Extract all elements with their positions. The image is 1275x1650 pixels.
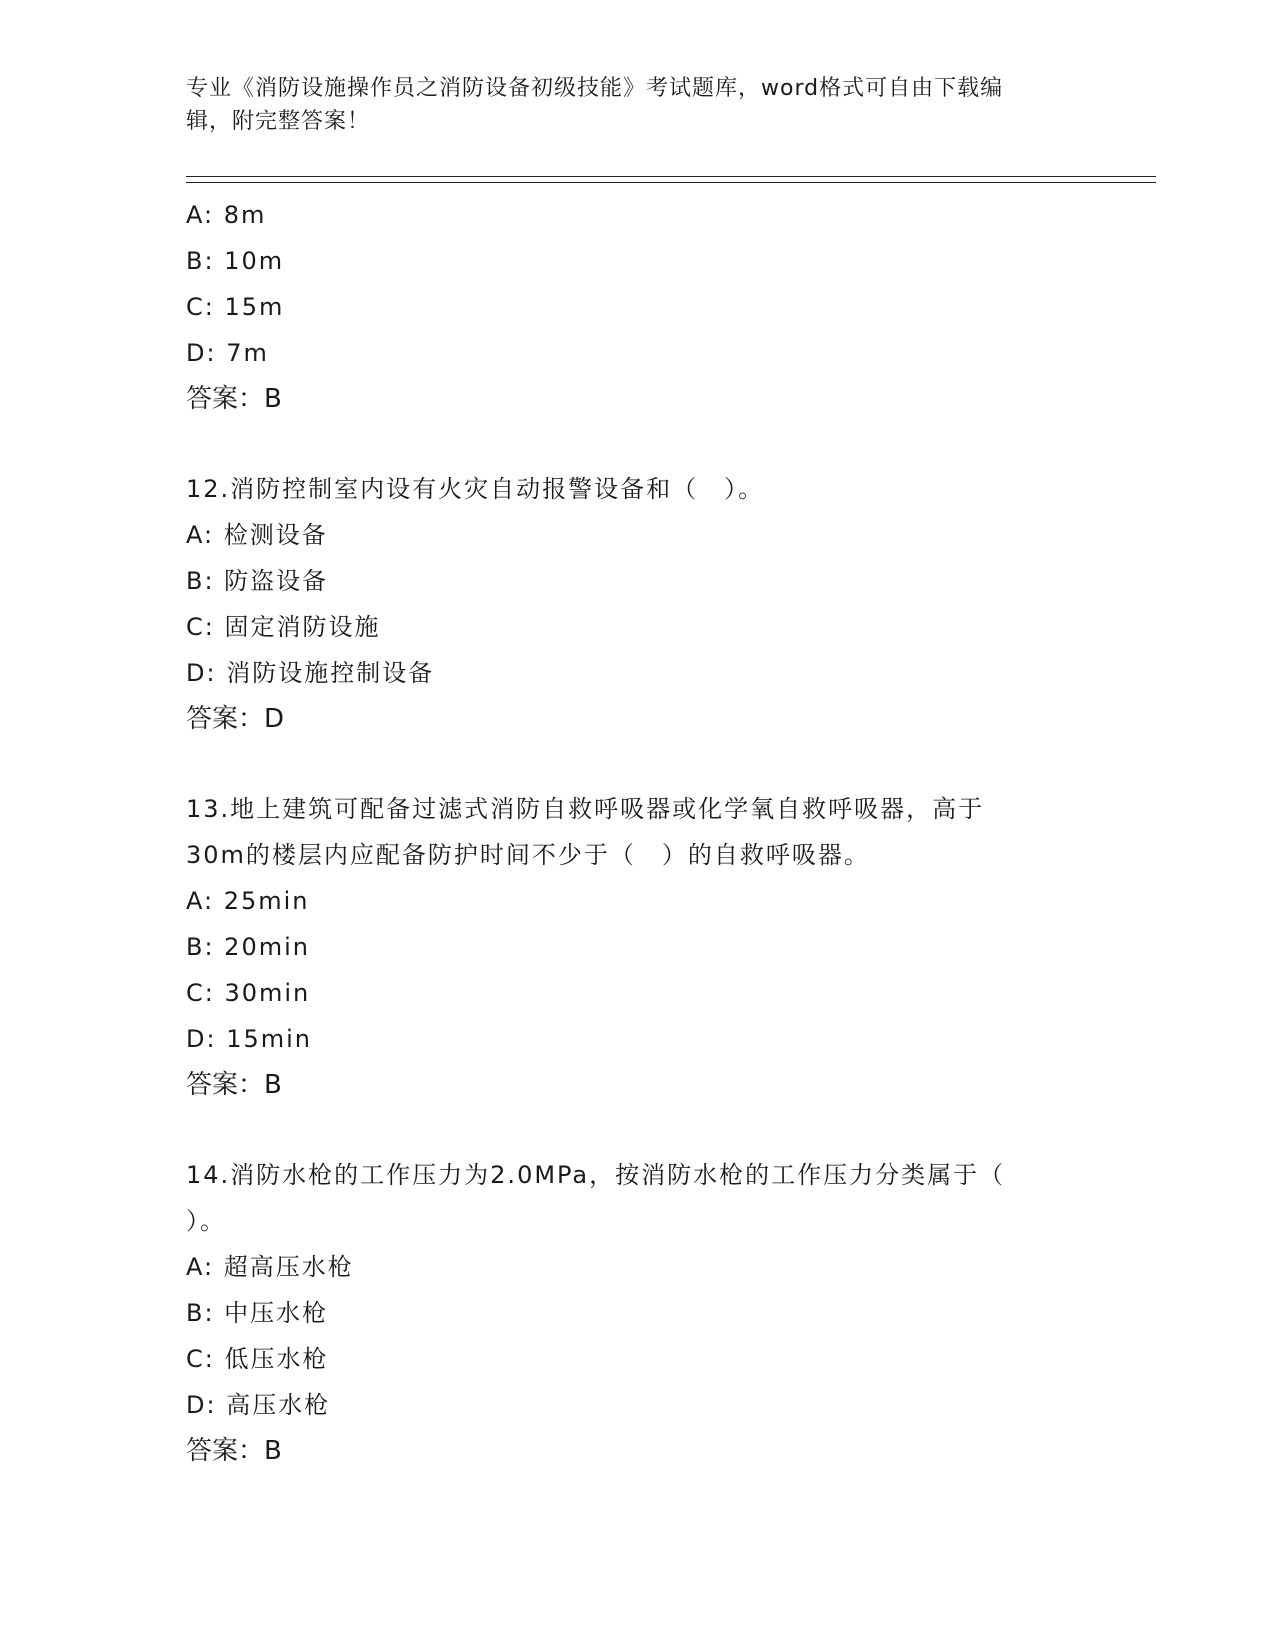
question-stem: [186, 466, 1086, 512]
option-b: B: 中压水枪: [186, 1299, 329, 1327]
option-c: C: 15m: [186, 293, 285, 321]
question-stem-line: 12.消防控制室内设有火灾自动报警设备和（ ）。: [186, 475, 765, 503]
header-line-2: 辑，附完整答案！: [186, 109, 371, 134]
question-stem: [186, 1152, 1086, 1244]
option-b: B: 10m: [186, 247, 285, 275]
question-stem-line: 13.地上建筑可配备过滤式消防自救呼吸器或化学氧自救呼吸器，高于: [186, 795, 985, 823]
option-a: A: 25min: [186, 887, 310, 915]
option-d: D: 15min: [186, 1025, 312, 1053]
document-header: [186, 72, 1086, 138]
question-stem-line: 30m的楼层内应配备防护时间不少于（ ）的自救呼吸器。: [186, 841, 870, 869]
question-14: [186, 1152, 1086, 1474]
option-c: C: 固定消防设施: [186, 613, 381, 641]
question-stem-line: 14.消防水枪的工作压力为2.0MPa，按消防水枪的工作压力分类属于（: [186, 1161, 1006, 1189]
answer: 答案：D: [186, 704, 285, 734]
option-d: D: 高压水枪: [186, 1391, 331, 1419]
answer: 答案：B: [186, 384, 282, 414]
option-d: D: 7m: [186, 339, 269, 367]
option-a: A: 检测设备: [186, 521, 328, 549]
option-a: A: 8m: [186, 201, 267, 229]
header-line-1: 专业《消防设施操作员之消防设备初级技能》考试题库，word格式可自由下载编: [186, 76, 1004, 101]
question-stem-line: ）。: [186, 1207, 226, 1235]
option-b: B: 20min: [186, 933, 310, 961]
answer: 答案：B: [186, 1436, 282, 1466]
header-divider: [186, 176, 1156, 183]
option-c: C: 30min: [186, 979, 311, 1007]
option-b: B: 防盗设备: [186, 567, 329, 595]
question-12: [186, 466, 1086, 742]
answer: 答案：B: [186, 1070, 282, 1100]
option-a: A: 超高压水枪: [186, 1253, 354, 1281]
question-11-continued: [186, 192, 1086, 422]
question-list: [186, 192, 1086, 1474]
option-c: C: 低压水枪: [186, 1345, 329, 1373]
question-stem: [186, 786, 1086, 878]
question-13: [186, 786, 1086, 1108]
option-d: D: 消防设施控制设备: [186, 659, 435, 687]
